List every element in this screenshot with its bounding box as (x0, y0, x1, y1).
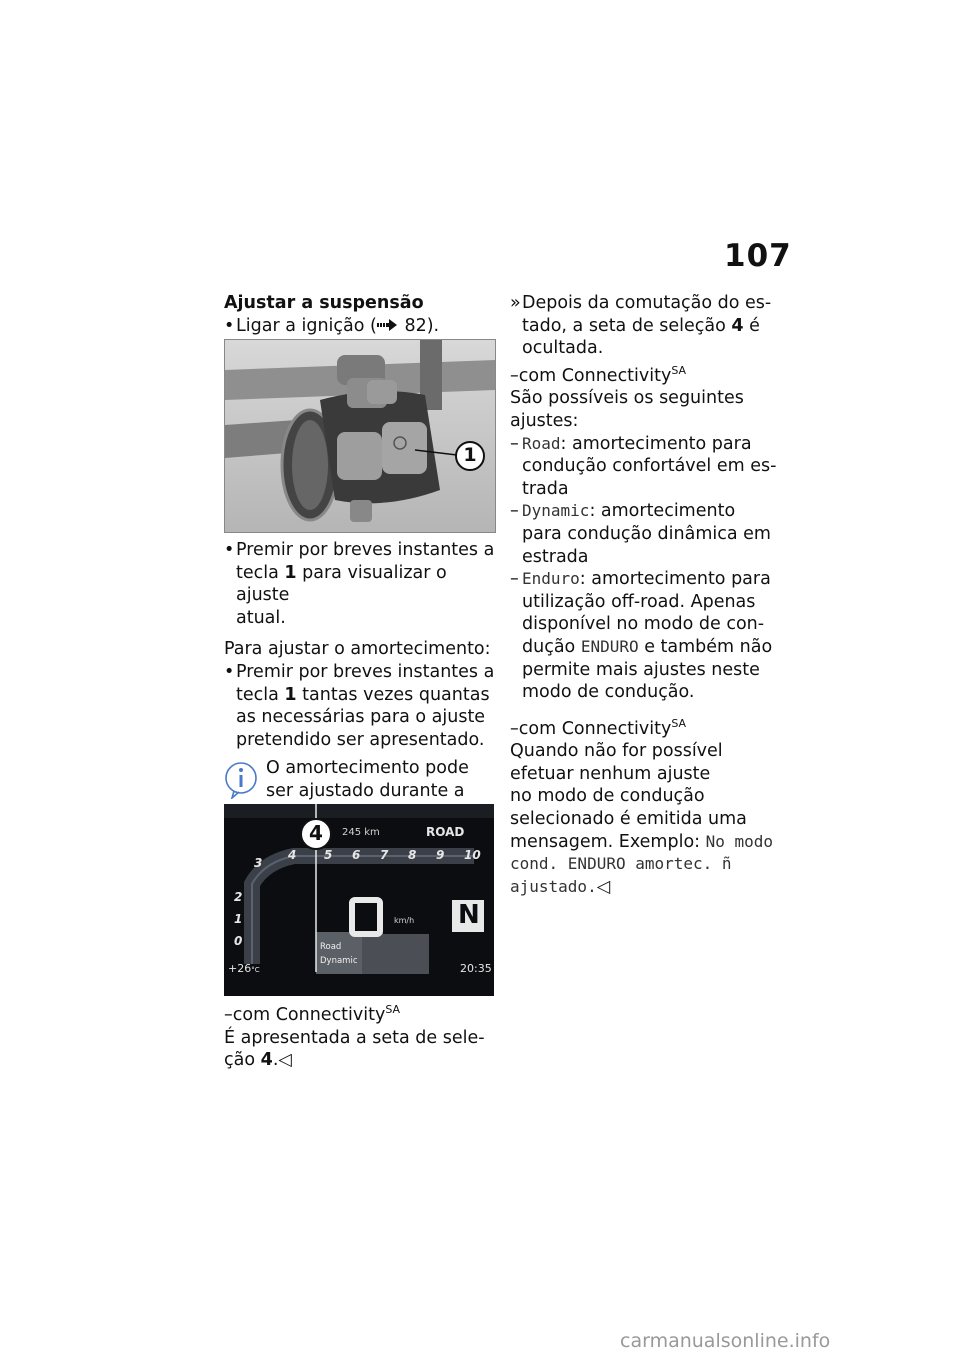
step-ignition: • Ligar a ignição ( 82). (224, 315, 440, 336)
option-road: – Road: amortecimento para condução confortável em es- trada (510, 433, 777, 499)
option-enduro: – Enduro: amortecimento para utilização off-road. Apenas disponível no modo de con- dução ENDURO e também não permite mais ajustes neste modo de condução. (510, 569, 773, 703)
no-adjust-message: Quando não for possível efetuar nenhum ajuste no modo de condução selecionado é emitida uma mensagem. Exemplo: No modo cond. ENDURO amortec. ñ ajustado.◁ (510, 741, 774, 897)
connectivity-note: –com Connectivity$^{SA}$ (224, 1003, 401, 1025)
figure-tft-display: 4 245 km ROAD 3 4 5 6 7 8 9 10 2 1 0 km/h N Road Dynamic +26°C 20:35 (224, 804, 494, 996)
figure-handlebar-switch (224, 339, 496, 533)
figure-callout-1: 1 (463, 444, 477, 466)
section-heading: Ajustar a suspensão (224, 293, 424, 313)
range-readout: 245 km (342, 827, 380, 838)
page-ref-arrow-icon (377, 319, 399, 331)
left-column-2 (224, 539, 496, 825)
gear-indicator: N (458, 900, 480, 930)
figure-callout-4: 4 (309, 821, 323, 845)
left-column (224, 292, 496, 337)
clock-readout: 20:35 (460, 962, 492, 975)
speed-readout (359, 900, 360, 901)
rpm-low-ticks: 2 1 0 (234, 890, 243, 948)
step-press-key: • Premir por breves instantes a tecla 1 para visualizar o ajuste atual. (224, 540, 495, 628)
arrow-shown-text: É apresentada a seta de sele- ção 4.◁ (224, 1027, 485, 1071)
connectivity-note-1: –com Connectivity$^{SA}$ (510, 363, 687, 386)
menu-item-dynamic: Dynamic (320, 956, 358, 966)
step-after-switch: » Depois da comutação do es- tado, a seta de seleção 4 é ocultada. (510, 293, 772, 359)
right-column (510, 292, 790, 898)
temperature-readout: +26°C (228, 962, 260, 975)
intro-damping: Para ajustar o amortecimento: (224, 639, 491, 660)
options-intro: São possíveis os seguintes ajustes: (510, 388, 744, 431)
option-dynamic: – Dynamic: amortecimento para condução dinâmica em estrada (510, 501, 771, 567)
left-column-3 (224, 999, 496, 1072)
page-number: 107 (724, 238, 792, 274)
watermark: carmanualsonline.info (620, 1330, 831, 1352)
page-ref[interactable]: 82 (404, 315, 427, 336)
menu-item-road: Road (320, 942, 342, 952)
connectivity-note-2: –com Connectivity$^{SA}$ (510, 716, 687, 739)
step-press-repeat: • Premir por breves instantes a tecla 1 tantas vezes quantas as necessárias para o ajuste pretendido ser apresentado. (224, 661, 495, 750)
mode-readout: ROAD (426, 825, 465, 839)
damping-menu (320, 940, 358, 968)
info-note: O amortecimento pode ser ajustado durante a (224, 757, 496, 825)
info-icon (224, 761, 258, 799)
speed-unit: km/h (394, 916, 415, 925)
